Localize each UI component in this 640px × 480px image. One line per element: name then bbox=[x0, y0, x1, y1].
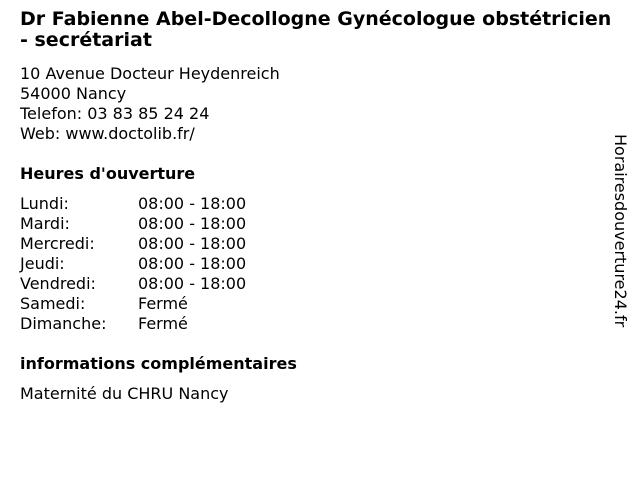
address-block bbox=[20, 64, 280, 144]
day-label: Mardi: bbox=[20, 214, 70, 233]
day-label: Jeudi: bbox=[20, 254, 65, 273]
opening-hours-heading: Heures d'ouverture bbox=[20, 164, 196, 183]
phone-number: Telefon: 03 83 85 24 24 bbox=[20, 104, 210, 123]
hours-value: Fermé bbox=[138, 314, 188, 333]
hours-row-monday bbox=[20, 194, 246, 214]
day-label: Mercredi: bbox=[20, 234, 95, 253]
page-title: Dr Fabienne Abel-Decollogne Gynécologue obstétricien - secrétariat bbox=[20, 8, 612, 51]
hours-value: 08:00 - 18:00 bbox=[138, 214, 247, 233]
hours-value: 08:00 - 18:00 bbox=[138, 194, 247, 213]
hours-row-wednesday bbox=[20, 234, 246, 254]
additional-info-text: Maternité du CHRU Nancy bbox=[20, 384, 229, 403]
hours-value: 08:00 - 18:00 bbox=[138, 254, 247, 273]
hours-row-friday bbox=[20, 274, 246, 294]
site-watermark: Horairesdouverture24.fr bbox=[611, 134, 630, 328]
day-label: Samedi: bbox=[20, 294, 86, 313]
hours-value: 08:00 - 18:00 bbox=[138, 234, 247, 253]
website: Web: www.doctolib.fr/ bbox=[20, 124, 195, 143]
street-address: 10 Avenue Docteur Heydenreich bbox=[20, 64, 280, 83]
hours-row-saturday bbox=[20, 294, 246, 314]
day-label: Vendredi: bbox=[20, 274, 96, 293]
day-label: Dimanche: bbox=[20, 314, 107, 333]
hours-row-tuesday bbox=[20, 214, 246, 234]
hours-value: Fermé bbox=[138, 294, 188, 313]
additional-info-heading: informations complémentaires bbox=[20, 354, 297, 373]
city-postal-code: 54000 Nancy bbox=[20, 84, 127, 103]
day-label: Lundi: bbox=[20, 194, 69, 213]
hours-value: 08:00 - 18:00 bbox=[138, 274, 247, 293]
opening-hours-table bbox=[20, 194, 246, 334]
hours-row-thursday bbox=[20, 254, 246, 274]
hours-row-sunday bbox=[20, 314, 246, 334]
